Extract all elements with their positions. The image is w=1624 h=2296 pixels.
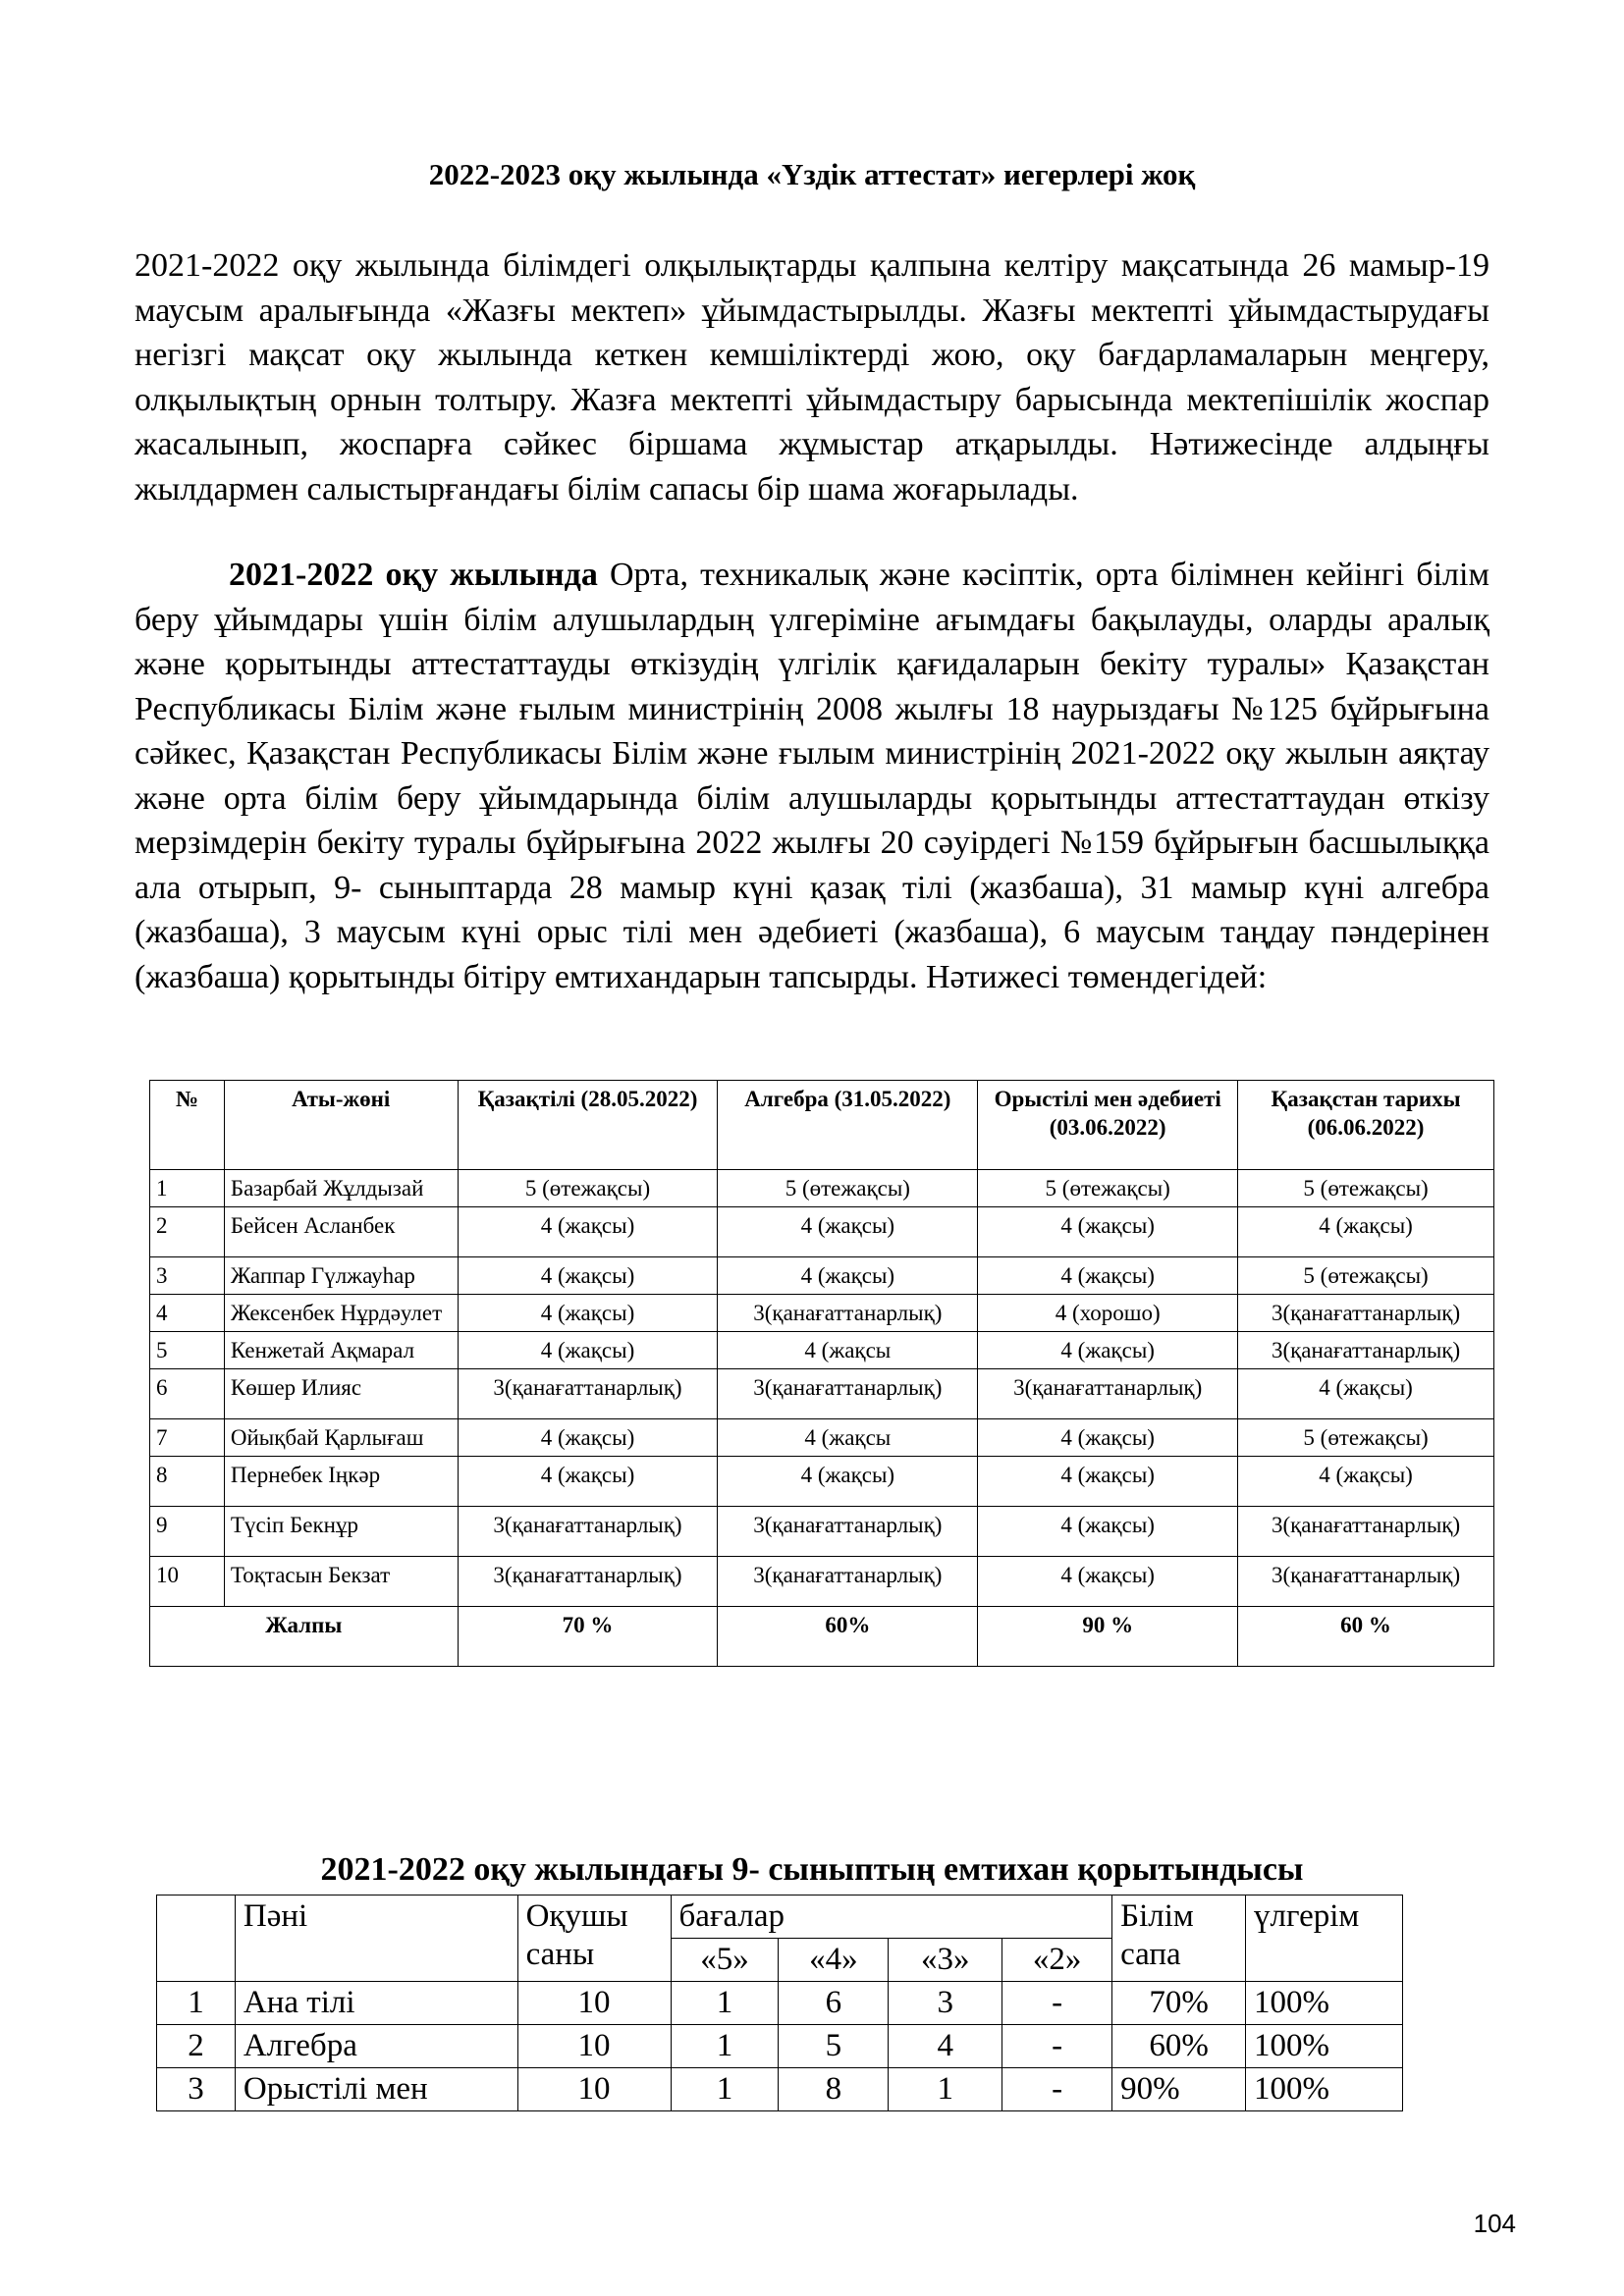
grade-cell: 5 (өтежақсы) <box>978 1170 1238 1207</box>
row-number: 1 <box>150 1170 225 1207</box>
grade-cell: 4 (жақсы) <box>978 1457 1238 1507</box>
grade-cell: 4 (жақсы) <box>458 1257 718 1295</box>
grade-cell: 4 (жақсы) <box>978 1507 1238 1557</box>
grade-cell: 3(қанағаттанарлық) <box>1238 1332 1494 1369</box>
table-row <box>150 1457 1494 1507</box>
grade-2-count: - <box>1002 1982 1112 2025</box>
progress-value: 100% <box>1246 1982 1403 2025</box>
grade-cell: 4 (жақсы) <box>978 1332 1238 1369</box>
table-row <box>157 1982 1403 2025</box>
grade-cell: 4 (жақсы) <box>458 1457 718 1507</box>
exam-summary-table <box>156 1895 1403 2111</box>
grade-cell: 4 (жақсы) <box>458 1207 718 1257</box>
row-number: 3 <box>150 1257 225 1295</box>
paragraph-lead-bold: 2021-2022 оқу жылында <box>229 557 598 593</box>
table-row <box>150 1207 1494 1257</box>
total-russian: 90 % <box>978 1607 1238 1667</box>
table-row <box>150 1419 1494 1457</box>
page-heading: 2022-2023 оқу жылында «Үздік аттестат» иегерлері жоқ <box>428 157 1196 191</box>
grade-4-count: 6 <box>779 1982 889 2025</box>
header-grade-2: «2» <box>1002 1939 1112 1982</box>
grade-cell: 4 (жақсы) <box>458 1332 718 1369</box>
student-name: Жаппар Гүлжауһар <box>224 1257 458 1295</box>
table-row <box>150 1507 1494 1557</box>
grade-cell: 4 (жақсы) <box>978 1419 1238 1457</box>
subject-name: Ана тілі <box>235 1982 517 2025</box>
table-row <box>150 1295 1494 1332</box>
student-name: Бейсен Асланбек <box>224 1207 458 1257</box>
total-history: 60 % <box>1238 1607 1494 1667</box>
student-name: Пернебек Іңкәр <box>224 1457 458 1507</box>
table-row <box>150 1257 1494 1295</box>
grade-cell: 4 (жақсы <box>718 1332 978 1369</box>
quality-value: 60% <box>1112 2025 1246 2068</box>
grade-cell: 4 (хорошо) <box>978 1295 1238 1332</box>
row-number: 6 <box>150 1369 225 1419</box>
grade-2-count: - <box>1002 2025 1112 2068</box>
grade-cell: 3(қанағаттанарлық) <box>1238 1507 1494 1557</box>
grade-cell: 4 (жақсы) <box>1238 1369 1494 1419</box>
grade-cell: 4 (жақсы <box>718 1419 978 1457</box>
grade-cell: 4 (жақсы) <box>978 1207 1238 1257</box>
row-number: 8 <box>150 1457 225 1507</box>
table-row <box>157 2025 1403 2068</box>
grade-4-count: 5 <box>779 2025 889 2068</box>
grade-5-count: 1 <box>671 2025 779 2068</box>
total-kazakh: 70 % <box>458 1607 718 1667</box>
paragraph-summer-school: 2021-2022 оқу жылында білімдегі олқылықтарды қалпына келтіру мақсатында 26 мамыр-19 маусым аралығында «Жазғы мектеп» ұйымдастырылды. Жазғы мектепті ұйымдастырудағы негізгі мақсат оқу жылында кеткен кемшіліктерді жою, оқу бағдарламаларын меңгеру, олқылықтың орнын толтыру. Жазға мектепті ұйымдастыру барысында мектепішілік жоспар жасалынып, жоспарға сәйкес біршама жұмыстар атқарылды. Нәтижесінде алдыңғы жылдармен салыстырғандағы білім сапасы бір шама жоғарылады. <box>135 247 1489 507</box>
summary-heading: 2021-2022 оқу жылындағы 9- сыныптың емтихан қорытындысы <box>320 1851 1304 1888</box>
student-name: Түсіп Бекнұр <box>224 1507 458 1557</box>
grade-2-count: - <box>1002 2068 1112 2111</box>
table-row <box>150 1170 1494 1207</box>
grade-cell: 3(қанағаттанарлық) <box>718 1557 978 1607</box>
header-name: Аты-жөні <box>224 1081 458 1170</box>
header-grades: бағалар <box>671 1896 1112 1939</box>
header-grade-4: «4» <box>779 1939 889 1982</box>
student-name: Кенжетай Ақмарал <box>224 1332 458 1369</box>
row-number: 1 <box>157 1982 236 2025</box>
grade-cell: 3(қанағаттанарлық) <box>1238 1295 1494 1332</box>
grade-3-count: 1 <box>889 2068 1002 2111</box>
header-algebra: Алгебра (31.05.2022) <box>718 1081 978 1170</box>
grade-cell: 4 (жақсы) <box>1238 1207 1494 1257</box>
grade-cell: 3(қанағаттанарлық) <box>458 1557 718 1607</box>
header-kazakh: Қазақтілі (28.05.2022) <box>458 1081 718 1170</box>
student-name: Тоқтасын Бекзат <box>224 1557 458 1607</box>
students-count: 10 <box>517 1982 671 2025</box>
header-quality: Білім сапа <box>1112 1896 1246 1982</box>
summary-header-row <box>157 1896 1403 1939</box>
grade-cell: 4 (жақсы) <box>458 1419 718 1457</box>
grade-3-count: 4 <box>889 2025 1002 2068</box>
grade-cell: 5 (өтежақсы) <box>1238 1419 1494 1457</box>
header-number-blank <box>157 1896 236 1982</box>
grade-cell: 3(қанағаттанарлық) <box>718 1295 978 1332</box>
student-name: Базарбай Жұлдызай <box>224 1170 458 1207</box>
subject-name: Орыстілі мен <box>235 2068 517 2111</box>
grade-cell: 3(қанағаттанарлық) <box>718 1507 978 1557</box>
header-progress: үлгерім <box>1246 1896 1403 1982</box>
paragraph-body: Орта, техникалық және кәсіптік, орта білімнен кейінгі білім беру ұйымдары үшін білім алушылардың үлгеріміне ағымдағы бақылауды, оларды аралық және қорытынды аттестаттауды өткізудің үлгілік қағидаларын бекіту туралы» Қазақстан Республикасы Білім және ғылым министрінің 2008 жылғы 18 наурыздағы №125 бұйрығына сәйкес, Қазақстан Республикасы Білім және ғылым министрінің 2021-2022 оқу жылын аяқтау және орта білім беру ұйымдарында білім алушыларды қорытынды аттестаттаудан өткізу мерзімдерін бекіту туралы бұйрығына 2022 жылғы 20 сәуірдегі №159 бұйрығын басшылыққа ала отырып, 9- сыныптарда 28 мамыр күні қазақ тілі (жазбаша), 31 мамыр күні алгебра (жазбаша), 3 маусым күні орыс тілі мен әдебиеті (жазбаша), 6 маусым таңдау пәндерінен (жазбаша) қорытынды бітіру емтихандарын тапсырды. Нәтижесі төмендегідей: <box>135 557 1489 995</box>
grade-cell: 3(қанағаттанарлық) <box>978 1369 1238 1419</box>
grade-cell: 4 (жақсы) <box>718 1207 978 1257</box>
row-number: 4 <box>150 1295 225 1332</box>
total-algebra: 60% <box>718 1607 978 1667</box>
grade-cell: 3(қанағаттанарлық) <box>458 1507 718 1557</box>
grade-cell: 5 (өтежақсы) <box>718 1170 978 1207</box>
header-grade-5: «5» <box>671 1939 779 1982</box>
quality-value: 90% <box>1112 2068 1246 2111</box>
grade-cell: 4 (жақсы) <box>718 1257 978 1295</box>
grade-cell: 3(қанағаттанарлық) <box>1238 1557 1494 1607</box>
row-number: 3 <box>157 2068 236 2111</box>
table-row <box>150 1332 1494 1369</box>
grade-cell: 4 (жақсы) <box>1238 1457 1494 1507</box>
grade-cell: 5 (өтежақсы) <box>458 1170 718 1207</box>
header-grade-3: «3» <box>889 1939 1002 1982</box>
grade-cell: 4 (жақсы) <box>718 1457 978 1507</box>
header-number: № <box>150 1081 225 1170</box>
row-number: 2 <box>150 1207 225 1257</box>
grade-cell: 4 (жақсы) <box>978 1257 1238 1295</box>
total-label: Жалпы <box>150 1607 459 1667</box>
grade-cell: 4 (жақсы) <box>458 1295 718 1332</box>
table-row <box>157 2068 1403 2111</box>
page-number: 104 <box>1473 2209 1516 2238</box>
header-history: Қазақстан тарихы (06.06.2022) <box>1238 1081 1494 1170</box>
header-subject: Пәні <box>235 1896 517 1982</box>
grade-5-count: 1 <box>671 2068 779 2111</box>
grade-4-count: 8 <box>779 2068 889 2111</box>
paragraph-exam-order <box>135 553 1489 999</box>
row-number: 5 <box>150 1332 225 1369</box>
row-number: 10 <box>150 1557 225 1607</box>
students-count: 10 <box>517 2025 671 2068</box>
grade-cell: 5 (өтежақсы) <box>1238 1170 1494 1207</box>
student-name: Көшер Илияс <box>224 1369 458 1419</box>
subject-name: Алгебра <box>235 2025 517 2068</box>
header-students: Оқушы саны <box>517 1896 671 1982</box>
grade-cell: 3(қанағаттанарлық) <box>718 1369 978 1419</box>
table-row <box>150 1369 1494 1419</box>
progress-value: 100% <box>1246 2025 1403 2068</box>
row-number: 2 <box>157 2025 236 2068</box>
quality-value: 70% <box>1112 1982 1246 2025</box>
exam-results-table <box>149 1080 1494 1667</box>
table-header-row <box>150 1081 1494 1170</box>
grade-cell: 4 (жақсы) <box>978 1557 1238 1607</box>
students-count: 10 <box>517 2068 671 2111</box>
progress-value: 100% <box>1246 2068 1403 2111</box>
row-number: 9 <box>150 1507 225 1557</box>
grade-5-count: 1 <box>671 1982 779 2025</box>
student-name: Жексенбек Нұрдәулет <box>224 1295 458 1332</box>
grade-3-count: 3 <box>889 1982 1002 2025</box>
grade-cell: 3(қанағаттанарлық) <box>458 1369 718 1419</box>
row-number: 7 <box>150 1419 225 1457</box>
student-name: Ойықбай Қарлығаш <box>224 1419 458 1457</box>
header-russian: Орыстілі мен әдебиеті (03.06.2022) <box>978 1081 1238 1170</box>
total-row <box>150 1607 1494 1667</box>
grade-cell: 5 (өтежақсы) <box>1238 1257 1494 1295</box>
table-row <box>150 1557 1494 1607</box>
